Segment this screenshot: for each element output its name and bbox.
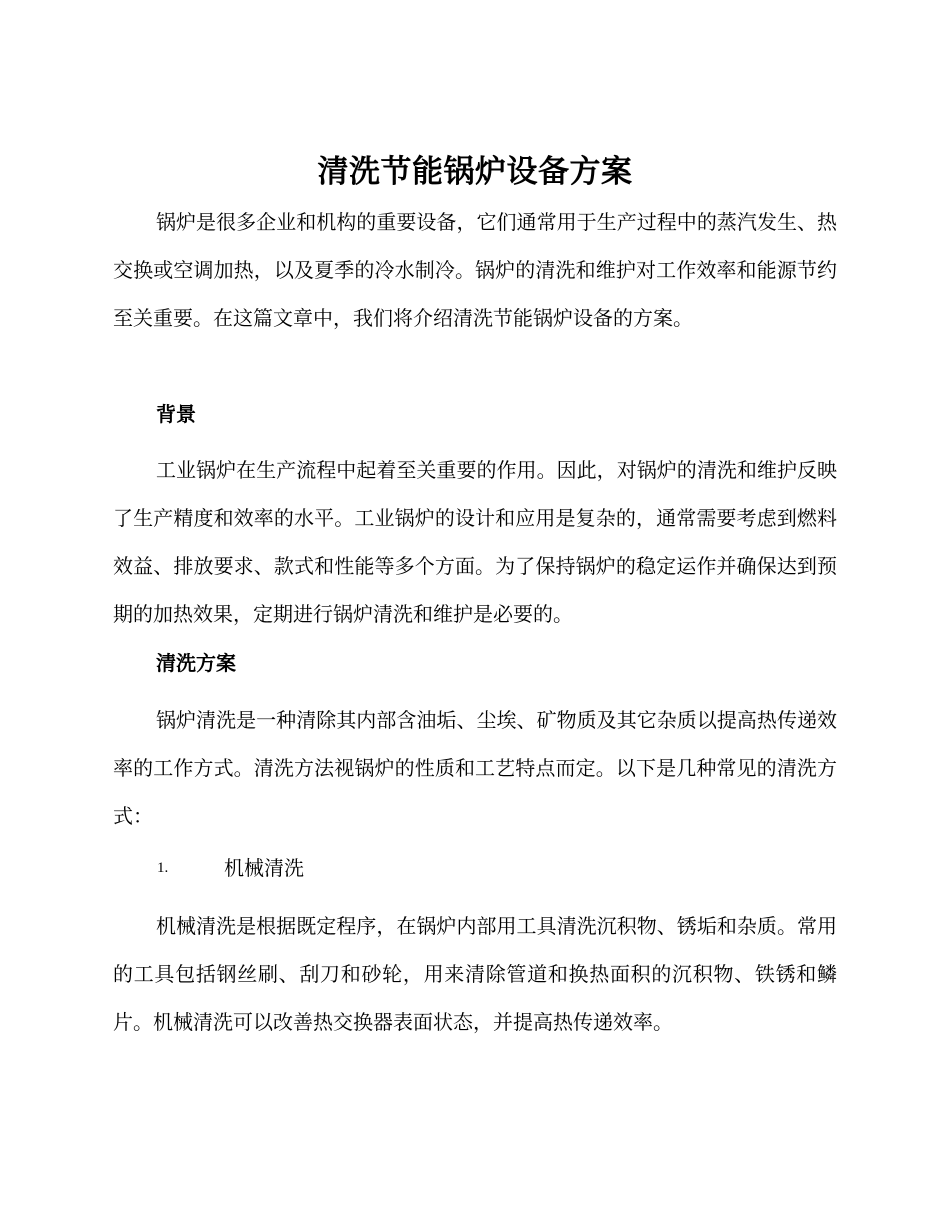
mechanical-cleaning-paragraph: 机械清洗是根据既定程序，在锅炉内部用工具清洗沉积物、锈垢和杂质。常用的工具包括钢丝刷、刮刀和砂轮，用来清除管道和换热面积的沉积物、铁锈和鳞片。机械清洗可以改善热交换器表面状态，并提高热传递效率。 <box>113 914 837 1034</box>
list-item-mechanical-cleaning <box>157 853 304 883</box>
document-title: 清洗节能锅炉设备方案 <box>317 154 633 190</box>
section-heading-cleaning-plan: 清洗方案 <box>156 651 236 675</box>
section-heading-background: 背景 <box>156 402 196 426</box>
list-item-label: 机械清洗 <box>224 856 304 880</box>
background-paragraph: 工业锅炉在生产流程中起着至关重要的作用。因此，对锅炉的清洗和维护反映了生产精度和效率的水平。工业锅炉的设计和应用是复杂的，通常需要考虑到燃料效益、排放要求、款式和性能等多个方面。为了保持锅炉的稳定运作并确保达到预期的加热效果，定期进行锅炉清洗和维护是必要的。 <box>113 458 837 626</box>
list-item-number: 1. <box>157 860 169 876</box>
cleaning-plan-paragraph: 锅炉清洗是一种清除其内部含油垢、尘埃、矿物质及其它杂质以提高热传递效率的工作方式。清洗方法视锅炉的性质和工艺特点而定。以下是几种常见的清洗方式： <box>113 708 837 828</box>
intro-paragraph: 锅炉是很多企业和机构的重要设备，它们通常用于生产过程中的蒸汽发生、热交换或空调加热，以及夏季的冷水制冷。锅炉的清洗和维护对工作效率和能源节约至关重要。在这篇文章中，我们将介绍清洗节能锅炉设备的方案。 <box>113 210 837 330</box>
